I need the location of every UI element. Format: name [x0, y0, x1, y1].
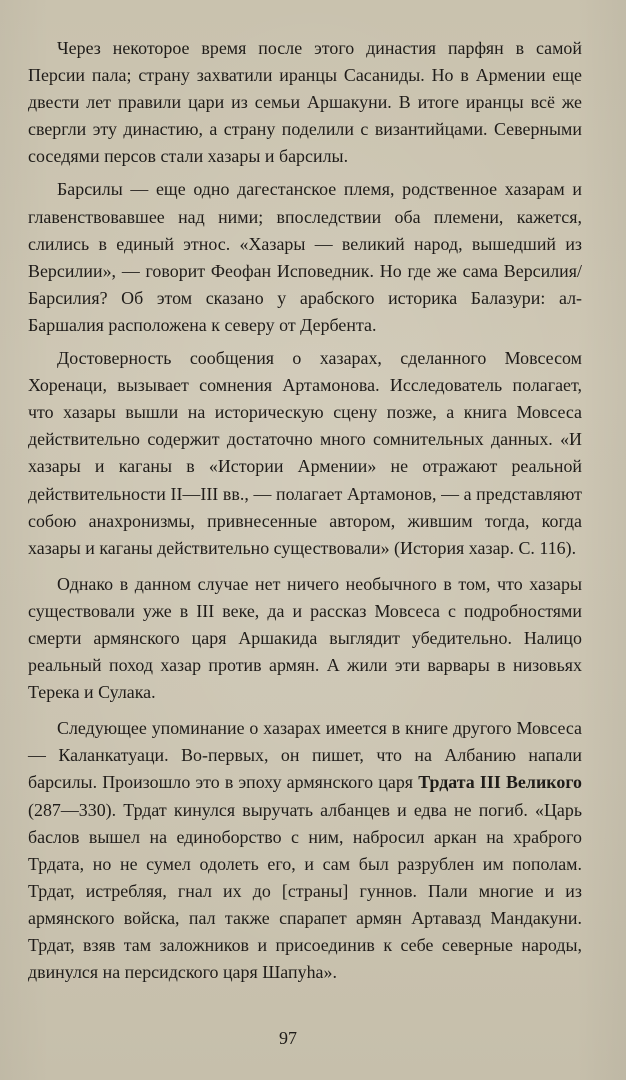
- bold-name: Трдата III Великого: [418, 772, 582, 793]
- paragraph-text: Достоверность сообщения о хазарах, сделанного Мовсесом Хоренаци, вызывает сомнения Артамонова. Исследователь полагает, что хазары вышли на историческую сцену позже, а книга Мовсеса действительно содержит достаточно много сомнительных данных. «И хазары и каганы в «Истории Армении» не отражают реальной действительности II—III вв., — полагает Артамонов, — а представляют собою анахронизмы, привнесенные автором, жившим тогда, когда хазары и каганы действительно существовали» (История хазар. С. 116).: [28, 348, 582, 558]
- paragraph: [28, 715, 582, 986]
- paragraph: [28, 571, 582, 706]
- paragraph: [28, 176, 582, 339]
- paragraph-text: Однако в данном случае нет ничего необычного в том, что хазары существовали уже в III веке, да и рассказ Мовсеса с подробностями смерти армянского царя Аршакида выглядит убедительно. Налицо реальный поход хазар против армян. А жили эти варвары в низовьях Терека и Сулака.: [28, 573, 582, 703]
- paragraph-text: (287—330). Трдат кинулся выручать албанцев и едва не погиб. «Царь баслов вышел на единоборство с ним, набросил аркан на храброго Трдата, но не сумел одолеть его, и сам был разрублен им пополам. Трдат, истребляя, гнал их до [страны] гуннов. Пали многие и из армянского войска, пал также спарапет армян Артавазд Мандакуни. Трдат, взяв там заложников и присоединив к себе северные народы, двинулся на персидского царя Шапуhа».: [28, 799, 582, 983]
- paragraph: [28, 35, 582, 170]
- body-text: [28, 35, 582, 986]
- page-number: 97: [279, 1028, 297, 1048]
- paragraph-text: Барсилы — еще одно дагестанское племя, родственное хазарам и главенствовавшее над ними; впоследствии оба племени, кажется, слились в единый этнос. «Хазары — великий народ, вышедший из Версилии», — говорит Феофан Исповедник. Но где же сама Версилия/Барсилия? Об этом сказано у арабского историка Балазури: ал-Баршалия расположена к северу от Дербента.: [28, 179, 582, 335]
- paragraph: [28, 345, 582, 562]
- paragraph-text: Следующее упоминание о хазарах имеется в книге другого Мовсеса — Каланкатуаци. Во-первых, он пишет, что на Албанию напали барсилы. Произошло это в эпоху армянского царя: [28, 718, 582, 793]
- paragraph-text: Через некоторое время после этого династия парфян в самой Персии пала; страну захватили иранцы Сасаниды. Но в Армении еще двести лет правили цари из семьи Аршакуни. В итоге иранцы всё же свергли эту династию, а страну поделили с византийцами. Северными соседями персов стали хазары и барсилы.: [28, 38, 582, 167]
